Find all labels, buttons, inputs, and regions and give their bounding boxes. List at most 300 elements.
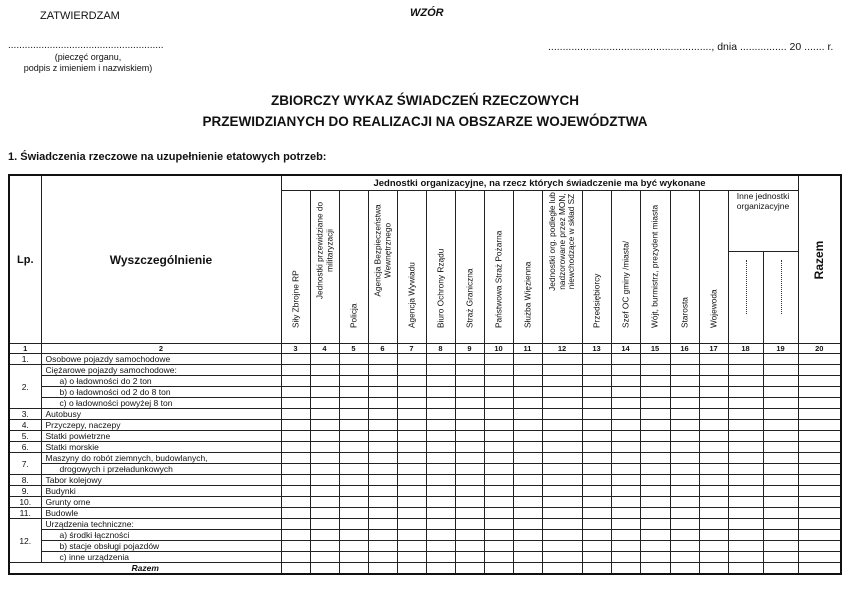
- entry-cell[interactable]: [699, 530, 728, 541]
- entry-cell[interactable]: [397, 475, 426, 486]
- entry-cell[interactable]: [763, 420, 798, 431]
- entry-cell[interactable]: [368, 365, 397, 376]
- entry-cell[interactable]: [339, 464, 368, 475]
- entry-cell[interactable]: [426, 365, 455, 376]
- entry-cell[interactable]: [582, 365, 611, 376]
- entry-cell[interactable]: [426, 387, 455, 398]
- entry-cell[interactable]: [397, 442, 426, 453]
- entry-cell[interactable]: [368, 508, 397, 519]
- entry-cell[interactable]: [281, 475, 310, 486]
- entry-cell[interactable]: [798, 508, 841, 519]
- entry-cell[interactable]: [763, 475, 798, 486]
- entry-cell[interactable]: [513, 508, 542, 519]
- entry-cell[interactable]: [513, 541, 542, 552]
- entry-cell[interactable]: [699, 453, 728, 464]
- entry-cell[interactable]: [397, 354, 426, 365]
- entry-cell[interactable]: [611, 431, 640, 442]
- entry-cell[interactable]: [426, 475, 455, 486]
- entry-cell[interactable]: [513, 519, 542, 530]
- entry-cell[interactable]: [397, 541, 426, 552]
- entry-cell[interactable]: [699, 398, 728, 409]
- entry-cell[interactable]: [281, 541, 310, 552]
- entry-cell[interactable]: [728, 508, 763, 519]
- entry-cell[interactable]: [397, 431, 426, 442]
- entry-cell[interactable]: [640, 453, 670, 464]
- entry-cell[interactable]: [611, 442, 640, 453]
- entry-cell[interactable]: [670, 398, 699, 409]
- entry-cell[interactable]: [455, 563, 484, 575]
- entry-cell[interactable]: [582, 497, 611, 508]
- entry-cell[interactable]: [611, 420, 640, 431]
- entry-cell[interactable]: [670, 376, 699, 387]
- entry-cell[interactable]: [281, 431, 310, 442]
- entry-cell[interactable]: [640, 530, 670, 541]
- entry-cell[interactable]: [339, 420, 368, 431]
- entry-cell[interactable]: [798, 453, 841, 464]
- entry-cell[interactable]: [310, 453, 339, 464]
- entry-cell[interactable]: [310, 464, 339, 475]
- entry-cell[interactable]: [455, 442, 484, 453]
- entry-cell[interactable]: [763, 563, 798, 575]
- entry-cell[interactable]: [798, 420, 841, 431]
- entry-cell[interactable]: [670, 409, 699, 420]
- entry-cell[interactable]: [798, 387, 841, 398]
- entry-cell[interactable]: [455, 387, 484, 398]
- entry-cell[interactable]: [670, 475, 699, 486]
- entry-cell[interactable]: [310, 387, 339, 398]
- entry-cell[interactable]: [339, 376, 368, 387]
- entry-cell[interactable]: [640, 442, 670, 453]
- entry-cell[interactable]: [763, 442, 798, 453]
- entry-cell[interactable]: [798, 519, 841, 530]
- entry-cell[interactable]: [281, 508, 310, 519]
- entry-cell[interactable]: [728, 519, 763, 530]
- entry-cell[interactable]: [368, 453, 397, 464]
- entry-cell[interactable]: [455, 376, 484, 387]
- entry-cell[interactable]: [397, 398, 426, 409]
- entry-cell[interactable]: [670, 453, 699, 464]
- entry-cell[interactable]: [798, 398, 841, 409]
- entry-cell[interactable]: [582, 464, 611, 475]
- entry-cell[interactable]: [455, 354, 484, 365]
- entry-cell[interactable]: [281, 519, 310, 530]
- entry-cell[interactable]: [798, 530, 841, 541]
- entry-cell[interactable]: [763, 409, 798, 420]
- entry-cell[interactable]: [368, 420, 397, 431]
- entry-cell[interactable]: [426, 541, 455, 552]
- entry-cell[interactable]: [728, 398, 763, 409]
- entry-cell[interactable]: [640, 563, 670, 575]
- entry-cell[interactable]: [670, 552, 699, 563]
- entry-cell[interactable]: [582, 552, 611, 563]
- entry-cell[interactable]: [310, 376, 339, 387]
- entry-cell[interactable]: [484, 387, 513, 398]
- entry-cell[interactable]: [542, 563, 582, 575]
- entry-cell[interactable]: [484, 442, 513, 453]
- entry-cell[interactable]: [728, 541, 763, 552]
- entry-cell[interactable]: [728, 420, 763, 431]
- entry-cell[interactable]: [699, 497, 728, 508]
- entry-cell[interactable]: [513, 453, 542, 464]
- entry-cell[interactable]: [339, 453, 368, 464]
- entry-cell[interactable]: [513, 387, 542, 398]
- entry-cell[interactable]: [728, 464, 763, 475]
- entry-cell[interactable]: [455, 453, 484, 464]
- entry-cell[interactable]: [640, 486, 670, 497]
- entry-cell[interactable]: [640, 519, 670, 530]
- entry-cell[interactable]: [513, 486, 542, 497]
- entry-cell[interactable]: [455, 409, 484, 420]
- entry-cell[interactable]: [310, 508, 339, 519]
- entry-cell[interactable]: [484, 453, 513, 464]
- entry-cell[interactable]: [699, 519, 728, 530]
- entry-cell[interactable]: [640, 409, 670, 420]
- entry-cell[interactable]: [513, 442, 542, 453]
- entry-cell[interactable]: [542, 420, 582, 431]
- entry-cell[interactable]: [763, 541, 798, 552]
- entry-cell[interactable]: [611, 354, 640, 365]
- entry-cell[interactable]: [368, 464, 397, 475]
- entry-cell[interactable]: [582, 420, 611, 431]
- entry-cell[interactable]: [728, 365, 763, 376]
- entry-cell[interactable]: [699, 464, 728, 475]
- entry-cell[interactable]: [484, 431, 513, 442]
- entry-cell[interactable]: [699, 365, 728, 376]
- entry-cell[interactable]: [611, 376, 640, 387]
- entry-cell[interactable]: [281, 552, 310, 563]
- entry-cell[interactable]: [542, 552, 582, 563]
- entry-cell[interactable]: [763, 519, 798, 530]
- entry-cell[interactable]: [728, 431, 763, 442]
- entry-cell[interactable]: [455, 497, 484, 508]
- entry-cell[interactable]: [513, 398, 542, 409]
- entry-cell[interactable]: [339, 541, 368, 552]
- entry-cell[interactable]: [798, 541, 841, 552]
- entry-cell[interactable]: [611, 541, 640, 552]
- entry-cell[interactable]: [484, 486, 513, 497]
- entry-cell[interactable]: [542, 442, 582, 453]
- entry-cell[interactable]: [281, 365, 310, 376]
- entry-cell[interactable]: [484, 376, 513, 387]
- entry-cell[interactable]: [339, 365, 368, 376]
- entry-cell[interactable]: [455, 420, 484, 431]
- entry-cell[interactable]: [513, 376, 542, 387]
- entry-cell[interactable]: [542, 398, 582, 409]
- entry-cell[interactable]: [611, 409, 640, 420]
- entry-cell[interactable]: [763, 453, 798, 464]
- entry-cell[interactable]: [368, 563, 397, 575]
- entry-cell[interactable]: [310, 563, 339, 575]
- entry-cell[interactable]: [455, 552, 484, 563]
- entry-cell[interactable]: [798, 464, 841, 475]
- entry-cell[interactable]: [310, 398, 339, 409]
- entry-cell[interactable]: [798, 409, 841, 420]
- entry-cell[interactable]: [763, 365, 798, 376]
- entry-cell[interactable]: [542, 376, 582, 387]
- entry-cell[interactable]: [368, 431, 397, 442]
- entry-cell[interactable]: [310, 354, 339, 365]
- entry-cell[interactable]: [611, 530, 640, 541]
- entry-cell[interactable]: [484, 365, 513, 376]
- entry-cell[interactable]: [699, 475, 728, 486]
- entry-cell[interactable]: [728, 453, 763, 464]
- entry-cell[interactable]: [455, 475, 484, 486]
- entry-cell[interactable]: [397, 563, 426, 575]
- entry-cell[interactable]: [640, 365, 670, 376]
- entry-cell[interactable]: [699, 563, 728, 575]
- entry-cell[interactable]: [455, 398, 484, 409]
- entry-cell[interactable]: [484, 354, 513, 365]
- entry-cell[interactable]: [798, 475, 841, 486]
- entry-cell[interactable]: [426, 563, 455, 575]
- entry-cell[interactable]: [368, 541, 397, 552]
- entry-cell[interactable]: [611, 398, 640, 409]
- entry-cell[interactable]: [542, 365, 582, 376]
- entry-cell[interactable]: [582, 541, 611, 552]
- entry-cell[interactable]: [513, 420, 542, 431]
- entry-cell[interactable]: [582, 453, 611, 464]
- entry-cell[interactable]: [310, 431, 339, 442]
- entry-cell[interactable]: [728, 497, 763, 508]
- entry-cell[interactable]: [542, 519, 582, 530]
- entry-cell[interactable]: [728, 376, 763, 387]
- entry-cell[interactable]: [426, 486, 455, 497]
- entry-cell[interactable]: [640, 475, 670, 486]
- entry-cell[interactable]: [763, 486, 798, 497]
- entry-cell[interactable]: [670, 508, 699, 519]
- entry-cell[interactable]: [699, 508, 728, 519]
- entry-cell[interactable]: [484, 420, 513, 431]
- entry-cell[interactable]: [582, 431, 611, 442]
- entry-cell[interactable]: [455, 541, 484, 552]
- entry-cell[interactable]: [728, 530, 763, 541]
- entry-cell[interactable]: [798, 563, 841, 575]
- entry-cell[interactable]: [670, 541, 699, 552]
- entry-cell[interactable]: [310, 530, 339, 541]
- entry-cell[interactable]: [763, 464, 798, 475]
- entry-cell[interactable]: [339, 530, 368, 541]
- entry-cell[interactable]: [397, 530, 426, 541]
- entry-cell[interactable]: [281, 464, 310, 475]
- entry-cell[interactable]: [582, 519, 611, 530]
- entry-cell[interactable]: [368, 387, 397, 398]
- entry-cell[interactable]: [699, 420, 728, 431]
- entry-cell[interactable]: [582, 442, 611, 453]
- entry-cell[interactable]: [699, 387, 728, 398]
- entry-cell[interactable]: [798, 497, 841, 508]
- entry-cell[interactable]: [368, 475, 397, 486]
- entry-cell[interactable]: [728, 409, 763, 420]
- entry-cell[interactable]: [281, 563, 310, 575]
- entry-cell[interactable]: [728, 475, 763, 486]
- entry-cell[interactable]: [542, 453, 582, 464]
- entry-cell[interactable]: [397, 365, 426, 376]
- entry-cell[interactable]: [670, 354, 699, 365]
- entry-cell[interactable]: [582, 508, 611, 519]
- entry-cell[interactable]: [611, 552, 640, 563]
- entry-cell[interactable]: [611, 387, 640, 398]
- entry-cell[interactable]: [670, 431, 699, 442]
- entry-cell[interactable]: [699, 409, 728, 420]
- entry-cell[interactable]: [426, 530, 455, 541]
- entry-cell[interactable]: [798, 365, 841, 376]
- entry-cell[interactable]: [728, 442, 763, 453]
- entry-cell[interactable]: [611, 365, 640, 376]
- entry-cell[interactable]: [484, 552, 513, 563]
- entry-cell[interactable]: [513, 354, 542, 365]
- entry-cell[interactable]: [542, 486, 582, 497]
- entry-cell[interactable]: [281, 409, 310, 420]
- entry-cell[interactable]: [582, 475, 611, 486]
- entry-cell[interactable]: [310, 442, 339, 453]
- entry-cell[interactable]: [368, 354, 397, 365]
- entry-cell[interactable]: [611, 563, 640, 575]
- entry-cell[interactable]: [798, 376, 841, 387]
- entry-cell[interactable]: [640, 387, 670, 398]
- entry-cell[interactable]: [310, 541, 339, 552]
- entry-cell[interactable]: [368, 486, 397, 497]
- entry-cell[interactable]: [582, 409, 611, 420]
- entry-cell[interactable]: [611, 453, 640, 464]
- entry-cell[interactable]: [670, 519, 699, 530]
- entry-cell[interactable]: [670, 420, 699, 431]
- entry-cell[interactable]: [542, 475, 582, 486]
- entry-cell[interactable]: [281, 486, 310, 497]
- entry-cell[interactable]: [763, 497, 798, 508]
- entry-cell[interactable]: [728, 486, 763, 497]
- entry-cell[interactable]: [310, 365, 339, 376]
- entry-cell[interactable]: [763, 552, 798, 563]
- entry-cell[interactable]: [798, 442, 841, 453]
- entry-cell[interactable]: [640, 497, 670, 508]
- entry-cell[interactable]: [281, 398, 310, 409]
- entry-cell[interactable]: [798, 431, 841, 442]
- entry-cell[interactable]: [368, 552, 397, 563]
- entry-cell[interactable]: [763, 431, 798, 442]
- entry-cell[interactable]: [640, 354, 670, 365]
- entry-cell[interactable]: [699, 442, 728, 453]
- entry-cell[interactable]: [484, 409, 513, 420]
- entry-cell[interactable]: [542, 541, 582, 552]
- entry-cell[interactable]: [397, 409, 426, 420]
- entry-cell[interactable]: [640, 376, 670, 387]
- entry-cell[interactable]: [699, 541, 728, 552]
- entry-cell[interactable]: [670, 442, 699, 453]
- entry-cell[interactable]: [310, 475, 339, 486]
- entry-cell[interactable]: [582, 398, 611, 409]
- entry-cell[interactable]: [640, 541, 670, 552]
- entry-cell[interactable]: [513, 464, 542, 475]
- entry-cell[interactable]: [670, 563, 699, 575]
- entry-cell[interactable]: [640, 464, 670, 475]
- entry-cell[interactable]: [542, 530, 582, 541]
- entry-cell[interactable]: [339, 519, 368, 530]
- entry-cell[interactable]: [397, 376, 426, 387]
- entry-cell[interactable]: [513, 431, 542, 442]
- entry-cell[interactable]: [281, 497, 310, 508]
- entry-cell[interactable]: [542, 409, 582, 420]
- entry-cell[interactable]: [763, 398, 798, 409]
- entry-cell[interactable]: [728, 563, 763, 575]
- entry-cell[interactable]: [281, 387, 310, 398]
- entry-cell[interactable]: [670, 497, 699, 508]
- entry-cell[interactable]: [339, 431, 368, 442]
- entry-cell[interactable]: [763, 354, 798, 365]
- entry-cell[interactable]: [513, 475, 542, 486]
- entry-cell[interactable]: [640, 552, 670, 563]
- entry-cell[interactable]: [397, 420, 426, 431]
- entry-cell[interactable]: [798, 552, 841, 563]
- entry-cell[interactable]: [670, 365, 699, 376]
- entry-cell[interactable]: [670, 464, 699, 475]
- entry-cell[interactable]: [484, 563, 513, 575]
- entry-cell[interactable]: [310, 486, 339, 497]
- entry-cell[interactable]: [611, 519, 640, 530]
- entry-cell[interactable]: [582, 376, 611, 387]
- entry-cell[interactable]: [582, 563, 611, 575]
- entry-cell[interactable]: [339, 497, 368, 508]
- entry-cell[interactable]: [542, 354, 582, 365]
- entry-cell[interactable]: [542, 464, 582, 475]
- entry-cell[interactable]: [281, 354, 310, 365]
- entry-cell[interactable]: [728, 387, 763, 398]
- entry-cell[interactable]: [699, 486, 728, 497]
- entry-cell[interactable]: [281, 530, 310, 541]
- entry-cell[interactable]: [397, 508, 426, 519]
- entry-cell[interactable]: [310, 409, 339, 420]
- entry-cell[interactable]: [484, 508, 513, 519]
- entry-cell[interactable]: [339, 387, 368, 398]
- entry-cell[interactable]: [513, 365, 542, 376]
- entry-cell[interactable]: [484, 398, 513, 409]
- entry-cell[interactable]: [310, 497, 339, 508]
- entry-cell[interactable]: [426, 464, 455, 475]
- entry-cell[interactable]: [699, 376, 728, 387]
- entry-cell[interactable]: [513, 409, 542, 420]
- entry-cell[interactable]: [368, 376, 397, 387]
- entry-cell[interactable]: [426, 376, 455, 387]
- entry-cell[interactable]: [426, 497, 455, 508]
- entry-cell[interactable]: [426, 420, 455, 431]
- entry-cell[interactable]: [281, 453, 310, 464]
- entry-cell[interactable]: [426, 519, 455, 530]
- entry-cell[interactable]: [397, 552, 426, 563]
- entry-cell[interactable]: [699, 431, 728, 442]
- entry-cell[interactable]: [397, 519, 426, 530]
- entry-cell[interactable]: [640, 431, 670, 442]
- entry-cell[interactable]: [640, 398, 670, 409]
- entry-cell[interactable]: [426, 508, 455, 519]
- entry-cell[interactable]: [728, 354, 763, 365]
- entry-cell[interactable]: [339, 398, 368, 409]
- entry-cell[interactable]: [484, 541, 513, 552]
- entry-cell[interactable]: [368, 530, 397, 541]
- entry-cell[interactable]: [542, 508, 582, 519]
- entry-cell[interactable]: [426, 442, 455, 453]
- entry-cell[interactable]: [484, 497, 513, 508]
- entry-cell[interactable]: [426, 354, 455, 365]
- entry-cell[interactable]: [426, 453, 455, 464]
- entry-cell[interactable]: [582, 486, 611, 497]
- entry-cell[interactable]: [339, 354, 368, 365]
- entry-cell[interactable]: [699, 354, 728, 365]
- entry-cell[interactable]: [582, 387, 611, 398]
- entry-cell[interactable]: [339, 442, 368, 453]
- entry-cell[interactable]: [455, 431, 484, 442]
- entry-cell[interactable]: [339, 563, 368, 575]
- entry-cell[interactable]: [699, 552, 728, 563]
- entry-cell[interactable]: [484, 519, 513, 530]
